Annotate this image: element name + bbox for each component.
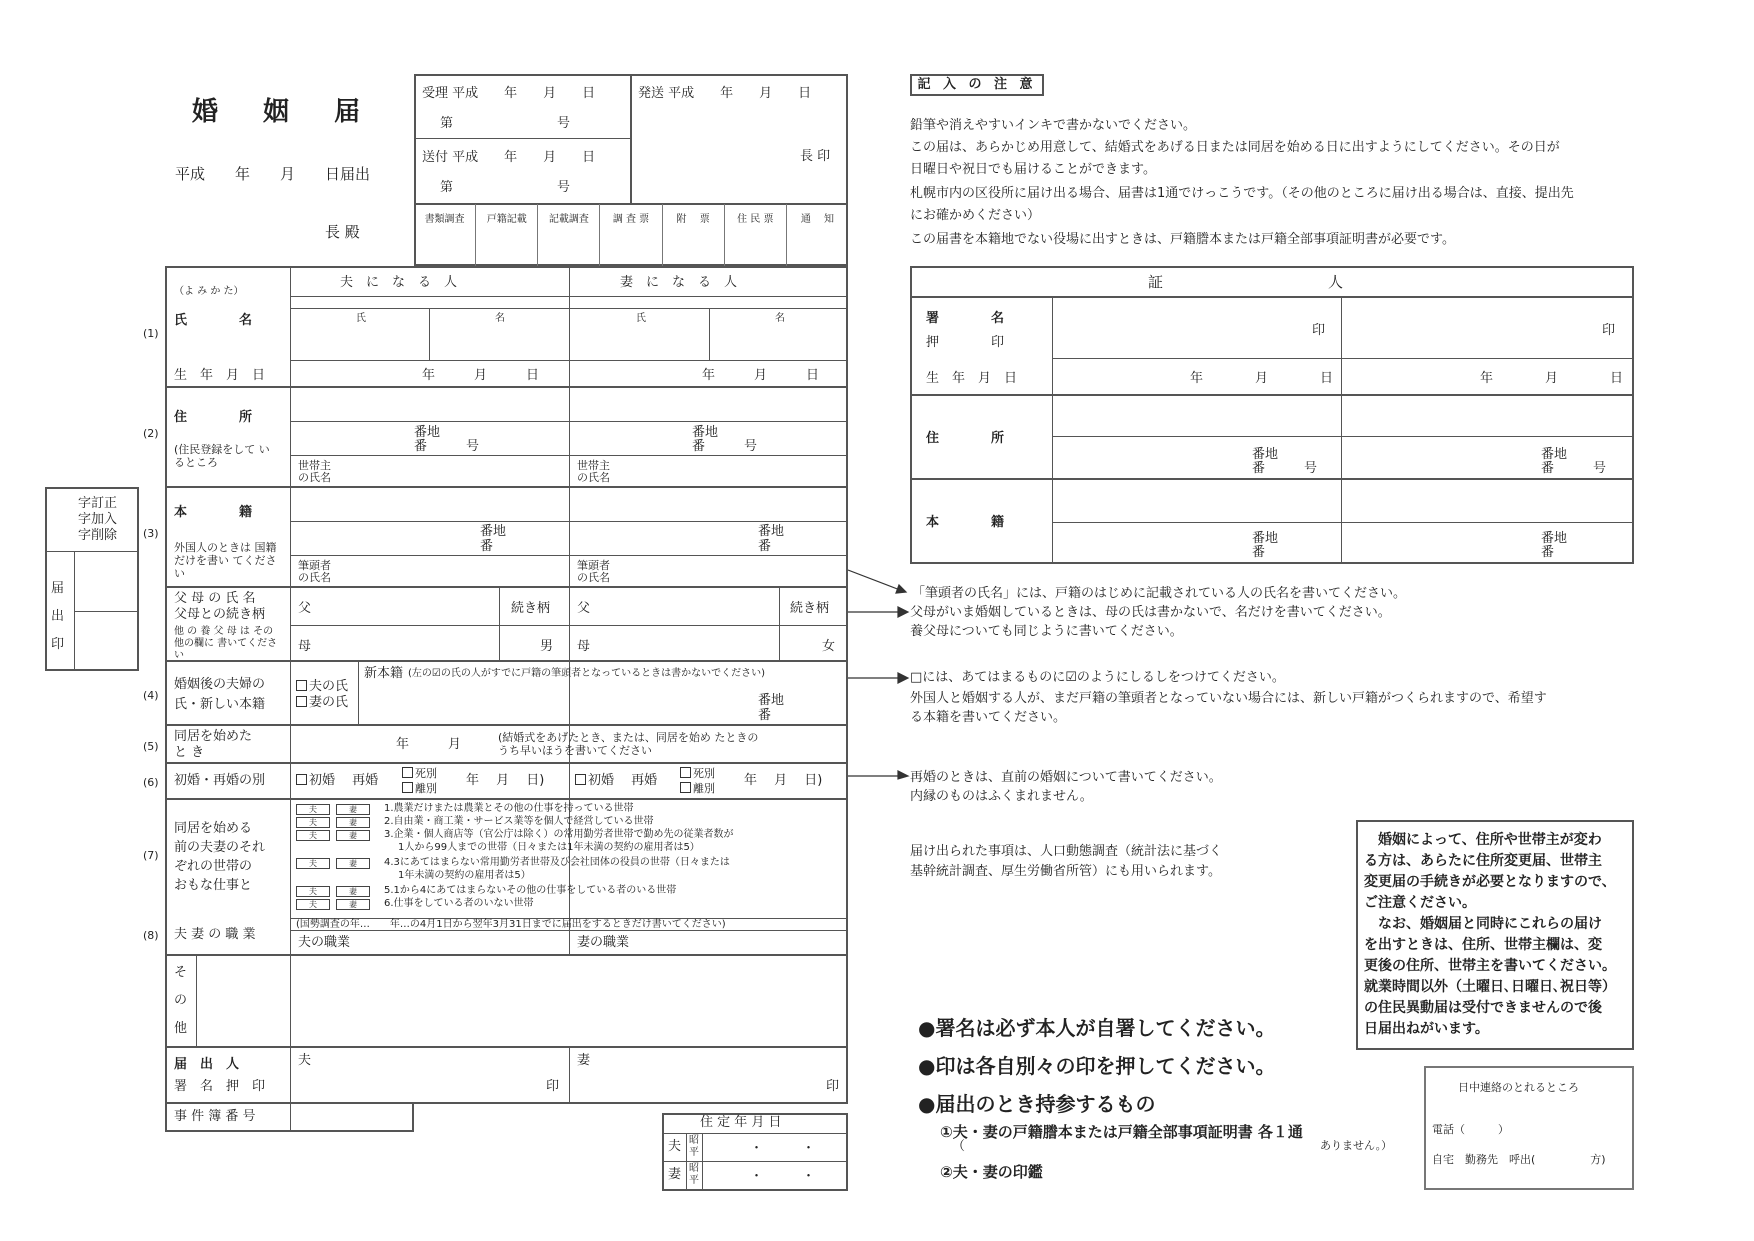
contact-title: 日中連絡のとれるところ: [1458, 1081, 1579, 1094]
job3-wife[interactable]: 妻: [336, 830, 370, 841]
job-4: 4.3にあてはまらない常用勤労者世帯及び会社団体の役員の世帯（日々または: [384, 857, 730, 868]
note2-line-3: る本籍を書いてください。: [910, 710, 1067, 725]
husband-heisei[interactable]: 平: [689, 1147, 699, 1158]
husband-seal[interactable]: 印: [546, 1079, 560, 1094]
shomei-label: 署 名 押 印: [174, 1079, 266, 1094]
check-kisai[interactable]: 記載調査: [538, 204, 600, 266]
witness2-birthdate[interactable]: 年 月 日: [1480, 371, 1624, 386]
job-5: 5.1から4にあてはまらないその他の仕事をしている者のいる世帯: [384, 885, 677, 896]
juri-number: 第 号: [440, 116, 571, 131]
witness1-seal[interactable]: 印: [1312, 323, 1326, 338]
note1-line-2: 父母がいま婚姻しているときは、母の氏は書かないで、名だけを書いてください。: [910, 605, 1391, 620]
check-tsuchi[interactable]: 通 知: [800, 214, 834, 225]
bring-item-2: ②夫・妻の印鑑: [940, 1163, 1043, 1181]
form-title: 婚 姻 届: [192, 97, 379, 127]
job-3: 3.企業・個人商店等（官公庁は除く）の常用勤労者世帯で勤め先の従業者数が: [384, 829, 734, 840]
wife-residence-dots[interactable]: ・ ・: [750, 1169, 816, 1184]
arrow-lines: [848, 560, 910, 780]
note-line-6: この届書を本籍地でない役場に出すときは、戸籍謄本または戸籍全部事項証明書が必要です。: [910, 232, 1455, 247]
row-num-1: (1): [143, 327, 159, 340]
shimei-label: 氏 名: [174, 313, 253, 328]
job4-husband[interactable]: 夫: [296, 858, 330, 869]
witness1-ban-go: 番 号: [1252, 461, 1318, 476]
husband-uji[interactable]: 氏: [356, 313, 366, 324]
husband-zokugara: 続き柄: [511, 601, 551, 616]
job4-wife[interactable]: 妻: [336, 858, 370, 869]
residence-wife: 妻: [668, 1167, 682, 1182]
husband-residence-dots[interactable]: ・ ・: [750, 1141, 816, 1156]
husband-shibetsu[interactable]: 死別: [402, 767, 437, 781]
witness1-honseki-ban: 番: [1252, 545, 1266, 560]
note-line-3: 日曜日や祝日でも届けることができます。: [910, 162, 1156, 177]
new-honseki-label: 新本籍: [364, 666, 404, 681]
new-honseki-note: (左の☑の氏の人がすでに戸籍の筆頭者となっているときは書かないでください): [408, 668, 766, 679]
parents-relation-label: 父母との続き柄: [174, 607, 266, 622]
job2-wife[interactable]: 妻: [336, 817, 370, 828]
note2-line-2: 外国人と婚姻する人が、まだ戸籍の筆頭者となっていない場合には、新しい戸籍がつくられますので、希望す: [910, 691, 1547, 706]
wife-shokon[interactable]: 初婚 再婚: [575, 774, 657, 789]
bring-item-1: ①夫・妻の戸籍謄本または戸籍全部事項証明書 各１通: [940, 1123, 1303, 1141]
witness-shomei: 署 名: [926, 311, 1005, 326]
dokyo-label: 同居を始めた: [174, 729, 253, 744]
kongo-label: 婚姻後の夫婦の: [174, 677, 266, 692]
kongo-label-2: 氏・新しい本籍: [174, 697, 266, 712]
soufu-number: 第 号: [440, 180, 571, 195]
info-line-9: の住民異動届は受付できませんので後: [1364, 1000, 1602, 1016]
wife-shokon-checkbox[interactable]: [575, 774, 586, 785]
husband-shokon-checkbox[interactable]: [296, 774, 307, 785]
wife-hittousha: 筆頭者: [577, 559, 610, 572]
residence-date-label: 住 定 年 月 日: [700, 1115, 782, 1130]
row-num-8: (8): [143, 929, 159, 942]
info-box-text: [1364, 830, 1616, 1040]
wife-honseki-banchi: 番地: [758, 524, 785, 539]
wife-occupation[interactable]: 妻の職業: [577, 935, 630, 950]
arrowhead-3-icon: [898, 673, 908, 683]
check-shorui[interactable]: 書類調査: [414, 204, 476, 266]
note1-line-1: 「筆頭者の氏名」には、戸籍のはじめに記載されている人の氏名を書いてください。: [912, 586, 1407, 601]
arrowhead-4-icon: [898, 771, 908, 779]
job3-husband[interactable]: 夫: [296, 830, 330, 841]
husband-birthdate[interactable]: 年 月 日: [422, 368, 540, 383]
job6-wife[interactable]: 妻: [336, 899, 370, 910]
note-line-2: この届は、あらかじめ用意して、結婚式をあげる日または同居を始める日に出すようにしてください。その日が: [910, 140, 1560, 155]
chouin-label: 長 印: [800, 149, 831, 164]
wife-header: 妻 に な る 人: [620, 275, 738, 290]
address-note: (住民登録をして いるところ: [174, 443, 270, 469]
info-line-8: 就業時間以外（土曜日､日曜日､祝日等）: [1364, 979, 1616, 995]
shigoto-label-4: おもな仕事と: [174, 878, 253, 893]
contact-phone[interactable]: 電話（ ）: [1432, 1123, 1509, 1136]
arrow-hittousha-icon: [848, 570, 900, 590]
bullet-bring: ●届出のとき持参するもの: [918, 1092, 1156, 1116]
info-line-7: 更後の住所、世帯主を書いてください。: [1364, 958, 1616, 974]
address-label: 住 所: [174, 410, 253, 425]
note2-line-1: □には、あてはまるものに☑のようにしるしをつけてください。: [910, 670, 1285, 685]
soufu-date: 送付 平成 年 月 日: [422, 150, 596, 165]
new-honseki-banchi: 番地: [758, 693, 785, 708]
wife-showa[interactable]: 昭: [689, 1163, 699, 1174]
wife-shokon-date[interactable]: 年 月 日): [744, 773, 823, 788]
wife-banchi: 番地: [692, 425, 719, 440]
husband-occupation[interactable]: 夫の職業: [298, 935, 351, 950]
husband-otoko: 男: [540, 639, 554, 654]
contact-options[interactable]: 自宅 勤務先 呼出( 方): [1432, 1153, 1606, 1166]
husband-setainushi: 世帯主: [298, 459, 331, 472]
job6-husband[interactable]: 夫: [296, 899, 330, 910]
husband-setainushi-name: の氏名: [298, 471, 331, 484]
row-num-6: (6): [143, 776, 159, 789]
husband-honseki-banchi: 番地: [480, 524, 507, 539]
todokede-label: 届 出 人: [174, 1057, 240, 1072]
seal-label: 届出印: [51, 581, 65, 652]
juri-date: 受理 平成 年 月 日: [422, 86, 596, 101]
filing-date[interactable]: 平成 年 月 日届出: [175, 165, 371, 183]
job1-wife[interactable]: 妻: [336, 804, 370, 815]
job5-wife[interactable]: 妻: [336, 886, 370, 897]
husband-hittousha: 筆頭者: [298, 559, 331, 572]
bring-item-1-note: ありません。）: [1320, 1139, 1393, 1152]
note4-line-1: 届け出られた事項は、人口動態調査（統計法に基づく: [910, 844, 1223, 859]
husband-father[interactable]: 父: [298, 601, 312, 616]
husband-shibetsu-checkbox[interactable]: [402, 767, 413, 778]
row-num-3: (3): [143, 527, 159, 540]
check-koseki[interactable]: 戸籍記載: [476, 204, 538, 266]
addressee[interactable]: 長 殿: [325, 223, 360, 241]
row-num-5: (5): [143, 740, 159, 753]
honseki-note: 外国人のときは 国籍だけを書い てください: [174, 541, 277, 580]
correction-teisei: 字訂正: [78, 496, 118, 511]
wife-surname-option[interactable]: 妻の氏: [296, 696, 348, 711]
sonota-2: の: [174, 993, 188, 1008]
job5-husband[interactable]: 夫: [296, 886, 330, 897]
witness-title: 証 人: [1148, 273, 1344, 291]
residence-husband: 夫: [668, 1139, 682, 1154]
witness-birthdate: 生 年 月 日: [926, 371, 1018, 386]
dokyo-note: (結婚式をあげたとき、または、同居を始め たときのうち早いほうを書いてください: [498, 731, 759, 757]
husband-rikon-checkbox[interactable]: [402, 782, 413, 793]
birthdate-label: 生 年 月 日: [174, 368, 266, 383]
wife-father[interactable]: 父: [577, 601, 591, 616]
shigoto-label-2: 前の夫妻のそれ: [174, 840, 266, 855]
check-columns: [414, 204, 848, 266]
wife-rikon-checkbox[interactable]: [680, 782, 691, 793]
job-6: 6.仕事をしている者のいない世帯: [384, 898, 534, 909]
shokugyo-label: 夫 妻 の 職 業: [174, 927, 256, 942]
correction-kanyu: 字加入: [78, 512, 118, 527]
wife-hittousha-name: の氏名: [577, 571, 610, 584]
husband-surname-checkbox[interactable]: [296, 680, 307, 691]
note-line-1: 鉛筆や消えやすいインキで書かないでください。: [910, 118, 1197, 133]
hassou-date: 発送 平成 年 月 日: [638, 86, 812, 101]
witness2-honseki-ban: 番: [1541, 545, 1555, 560]
bring-item-1-paren: （: [952, 1139, 966, 1154]
wife-signature-label: 妻: [577, 1053, 591, 1068]
wife-mother[interactable]: 母: [577, 639, 591, 654]
witness2-honseki-banchi: 番地: [1541, 531, 1568, 546]
row-num-4: (4): [143, 689, 159, 702]
check-juminhyo[interactable]: 住 民 票: [725, 204, 787, 266]
husband-shokon[interactable]: 初婚 再婚: [296, 774, 378, 789]
arrowhead-1-icon: [896, 585, 906, 593]
note-line-5: にお確かめください）: [910, 208, 1041, 223]
wife-setainushi: 世帯主: [577, 459, 610, 472]
dokyo-label-2: と き: [174, 745, 205, 760]
husband-showa[interactable]: 昭: [689, 1135, 699, 1146]
witness-jusho: 住 所: [926, 431, 1005, 446]
witness2-ban-go: 番 号: [1541, 461, 1607, 476]
info-line-4: ご注意ください。: [1364, 895, 1476, 911]
husband-hittousha-name: の氏名: [298, 571, 331, 584]
bullet-seal: ●印は各自別々の印を押してください。: [918, 1054, 1276, 1078]
husband-rikon[interactable]: 離別: [402, 782, 437, 796]
husband-honseki-ban: 番: [480, 539, 494, 554]
note1-line-3: 養父母についても同じように書いてください。: [910, 624, 1183, 639]
info-line-1: 婚姻によって、住所や世帯主が変わ: [1364, 832, 1602, 848]
check-fuhyou[interactable]: 附 票: [663, 204, 725, 266]
wife-rikon[interactable]: 離別: [680, 782, 715, 796]
witness-honseki: 本 籍: [926, 515, 1005, 530]
husband-ban-go: 番 号: [414, 439, 480, 454]
job-checkboxes: [296, 804, 368, 912]
wife-heisei[interactable]: 平: [689, 1175, 699, 1186]
witness1-honseki-banchi: 番地: [1252, 531, 1279, 546]
shokugyo-note: (国勢調査の年… 年…の4月1日から翌年3月31日までに届出をするときだけ書いてください): [296, 919, 726, 930]
witness-table: [910, 266, 1634, 564]
row-num-7: (7): [143, 849, 159, 862]
main-form: [165, 266, 848, 1104]
witness1-birthdate[interactable]: 年 月 日: [1190, 371, 1334, 386]
job-4b: 1年未満の契約の雇用者は5）: [398, 870, 531, 881]
job-2: 2.自由業・商工業・サービス業等を個人で経営している世帯: [384, 816, 654, 827]
wife-shibetsu[interactable]: 死別: [680, 767, 715, 781]
correction-sakujo: 字削除: [78, 528, 118, 543]
wife-shibetsu-checkbox[interactable]: [680, 767, 691, 778]
check-chousa[interactable]: 調 査 票: [600, 204, 662, 266]
husband-mei[interactable]: 名: [495, 313, 505, 324]
sonota-1: そ: [174, 965, 188, 980]
note3-line-2: 内縁のものはふくまれません。: [910, 789, 1093, 804]
witness-ouin: 押 印: [926, 335, 1005, 350]
dokyo-date[interactable]: 年 月: [396, 737, 462, 752]
witness1-banchi: 番地: [1252, 447, 1279, 462]
witness2-seal[interactable]: 印: [1602, 323, 1616, 338]
case-number-label: 事 件 簿 番 号: [174, 1109, 256, 1124]
husband-surname-option[interactable]: 夫の氏: [296, 680, 348, 695]
job-3b: 1人から99人までの世帯（日々または1年未満の契約の雇用者は5）: [398, 842, 700, 853]
husband-header: 夫 に な る 人: [340, 275, 458, 290]
wife-ban-go: 番 号: [692, 439, 758, 454]
honseki-label: 本 籍: [174, 505, 253, 520]
wife-honseki-ban: 番: [758, 539, 772, 554]
wife-zokugara: 続き柄: [790, 601, 830, 616]
info-line-5: なお、婚姻届と同時にこれらの届け: [1364, 916, 1602, 932]
bullet-signature: ●署名は必ず本人が自署してください。: [918, 1016, 1276, 1040]
note3-line-1: 再婚のときは、直前の婚姻について書いてください。: [910, 770, 1222, 785]
info-line-2: る方は、あらたに住所変更届、世帯主: [1364, 853, 1602, 869]
shokon-label: 初婚・再婚の別: [174, 773, 266, 788]
parents-label: 父 母 の 氏 名: [174, 591, 256, 606]
notes-title: 記 入 の 注 意: [910, 74, 1044, 96]
husband-shokon-date[interactable]: 年 月 日): [466, 773, 545, 788]
shigoto-label-3: ぞれの世帯の: [174, 859, 253, 874]
job1-husband[interactable]: 夫: [296, 804, 330, 815]
info-line-6: を出すときは、住所、世帯主欄は、変: [1364, 937, 1602, 953]
note-line-4: 札幌市内の区役所に届け出る場合、届書は1通でけっこうです。（その他のところに届け出る場合は、直接、提出先: [910, 186, 1574, 201]
yomikata-label: （よ み か た）: [174, 286, 244, 297]
arrowhead-2-icon: [898, 607, 908, 617]
wife-setainushi-name: の氏名: [577, 471, 610, 484]
husband-signature-label: 夫: [298, 1053, 312, 1068]
husband-mother[interactable]: 母: [298, 639, 312, 654]
husband-banchi: 番地: [414, 425, 441, 440]
wife-uji[interactable]: 氏: [636, 313, 646, 324]
job-1: 1.農業だけまたは農業とその他の仕事を持っている世帯: [384, 803, 634, 814]
sonota-3: 他: [174, 1021, 188, 1036]
witness2-banchi: 番地: [1541, 447, 1568, 462]
wife-onna: 女: [822, 639, 836, 654]
new-honseki-ban: 番: [758, 708, 772, 723]
wife-mei[interactable]: 名: [775, 313, 785, 324]
note4-line-2: 基幹統計調査、厚生労働省所管）にも用いられます。: [910, 864, 1221, 879]
info-line-10: 日届出ねがいます。: [1364, 1021, 1489, 1037]
job2-husband[interactable]: 夫: [296, 817, 330, 828]
info-line-3: 変更届の手続きが必要となりますので、: [1364, 874, 1616, 890]
wife-surname-checkbox[interactable]: [296, 696, 307, 707]
wife-seal[interactable]: 印: [826, 1079, 840, 1094]
row-num-2: (2): [143, 427, 159, 440]
shigoto-label-1: 同居を始める: [174, 821, 253, 836]
parents-note: 他 の 養 父 母 は その他の欄に 書いてください: [174, 626, 278, 661]
wife-birthdate[interactable]: 年 月 日: [702, 368, 820, 383]
